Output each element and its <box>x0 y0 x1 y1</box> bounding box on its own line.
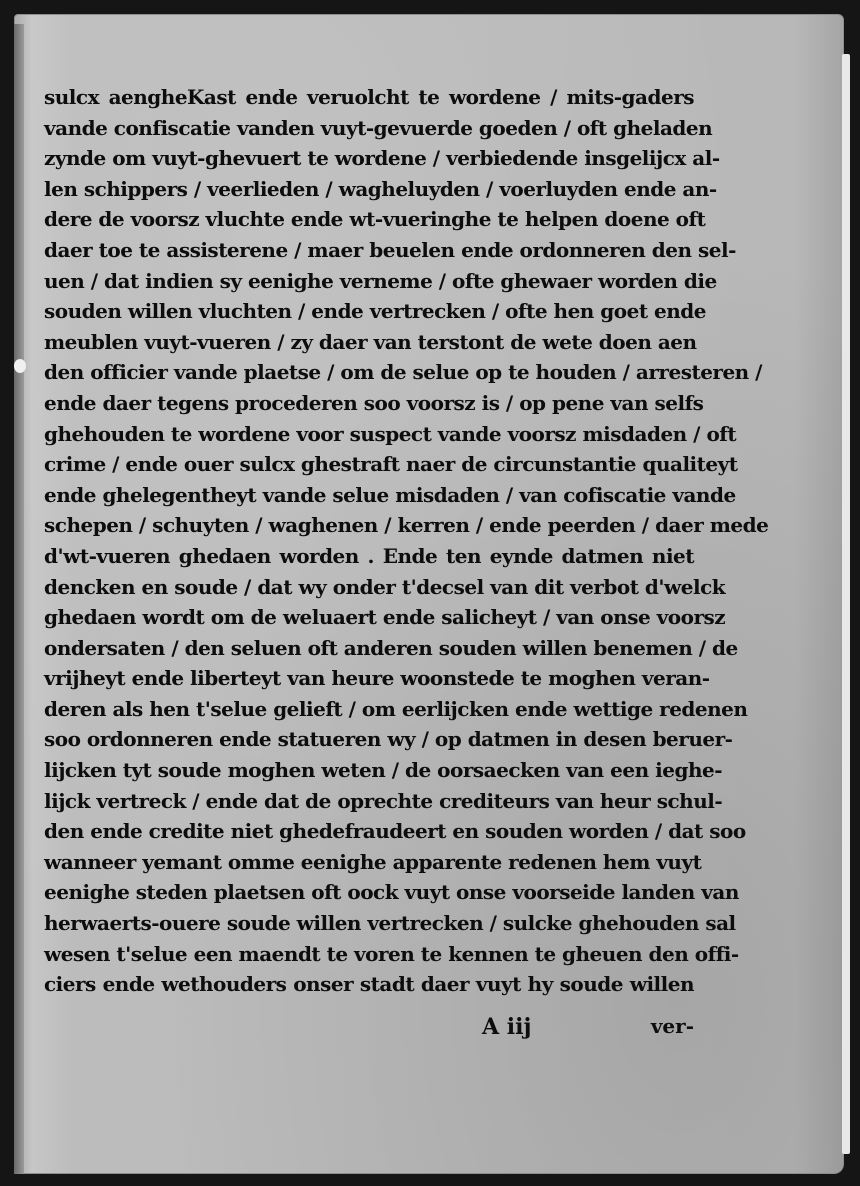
text-line: ondersaten / den seluen oft anderen souden willen benemen / de <box>44 635 738 660</box>
text-line: len schippers / veerlieden / wagheluyden / voerluyden ende an- <box>44 176 717 201</box>
text-line: deren als hen t'selue gelieft / om eerlijcken ende wettige redenen <box>44 696 748 721</box>
page-binding-edge <box>14 24 24 1174</box>
text-line: den ende credite niet ghedefraudeert en souden worden / dat soo <box>44 819 746 844</box>
text-line: lijcken tyt soude moghen weten / de oorsaecken van een ieghe- <box>44 758 723 783</box>
text-line: lijck vertreck / ende dat de oprechte crediteurs van heur schul- <box>44 788 723 813</box>
text-line: den officier vande plaetse / om de selue op te houden / arresteren / <box>44 360 762 385</box>
text-line: ende ghelegentheyt vande selue misdaden / van cofiscatie vande <box>44 482 736 507</box>
text-line: meublen vuyt-vueren / zy daer van terstont de wete doen aen <box>44 329 697 354</box>
text-line: dencken en soude / dat wy onder t'decsel van dit verbot d'welck <box>44 574 726 599</box>
text-line: dere de voorsz vluchte ende wt-vueringhe te helpen doene oft <box>44 207 706 232</box>
paper-damage-mark <box>14 359 26 373</box>
text-line: vande confiscatie vanden vuyt-gevuerde goeden / oft gheladen <box>44 115 713 140</box>
text-line: wanneer yemant omme eenighe apparente redenen hem vuyt <box>44 849 702 874</box>
text-line: zynde om vuyt-ghevuert te wordene / verbiedende insgelijcx al- <box>44 146 720 171</box>
page-footer <box>44 1014 694 1042</box>
body-text <box>44 82 769 1000</box>
text-line: daer toe te assisterene / maer beuelen ende ordonneren den sel- <box>44 237 736 262</box>
text-line: uen / dat indien sy eenighe verneme / ofte ghewaer worden die <box>44 268 717 293</box>
text-line: vrijheyt ende liberteyt van heure woonstede te moghen veran- <box>44 666 710 691</box>
text-line: wesen t'selue een maendt te voren te kennen te gheuen den offi- <box>44 941 739 966</box>
book-page <box>14 14 844 1174</box>
signature-mark: A iij <box>482 1014 532 1040</box>
text-line: ende daer tegens procederen soo voorsz is / op pene van selfs <box>44 390 704 415</box>
text-line: eenighe steden plaetsen oft oock vuyt onse voorseide landen van <box>44 880 739 905</box>
text-line: schepen / schuyten / waghenen / kerren / ende peerden / daer mede <box>44 513 769 538</box>
catchword: ver- <box>650 1014 694 1038</box>
text-line: d'wt-vueren ghedaen worden . Ende ten eynde datmen niet <box>44 543 694 568</box>
text-line: souden willen vluchten / ende vertrecken / ofte hen goet ende <box>44 299 707 324</box>
text-line: ghedaen wordt om de weluaert ende salicheyt / van onse voorsz <box>44 605 726 630</box>
page-right-edge <box>842 54 850 1154</box>
text-line: soo ordonneren ende statueren wy / op datmen in desen beruer- <box>44 727 733 752</box>
text-line: herwaerts-ouere soude willen vertrecken / sulcke ghehouden sal <box>44 911 736 936</box>
text-line: ciers ende wethouders onser stadt daer vuyt hy soude willen <box>44 972 694 997</box>
text-line: sulcx aengheKast ende veruolcht te wordene / mits-gaders <box>44 85 694 109</box>
text-line: crime / ende ouer sulcx ghestraft naer de circunstantie qualiteyt <box>44 452 738 477</box>
text-line: ghehouden te wordene voor suspect vande voorsz misdaden / oft <box>44 421 737 446</box>
